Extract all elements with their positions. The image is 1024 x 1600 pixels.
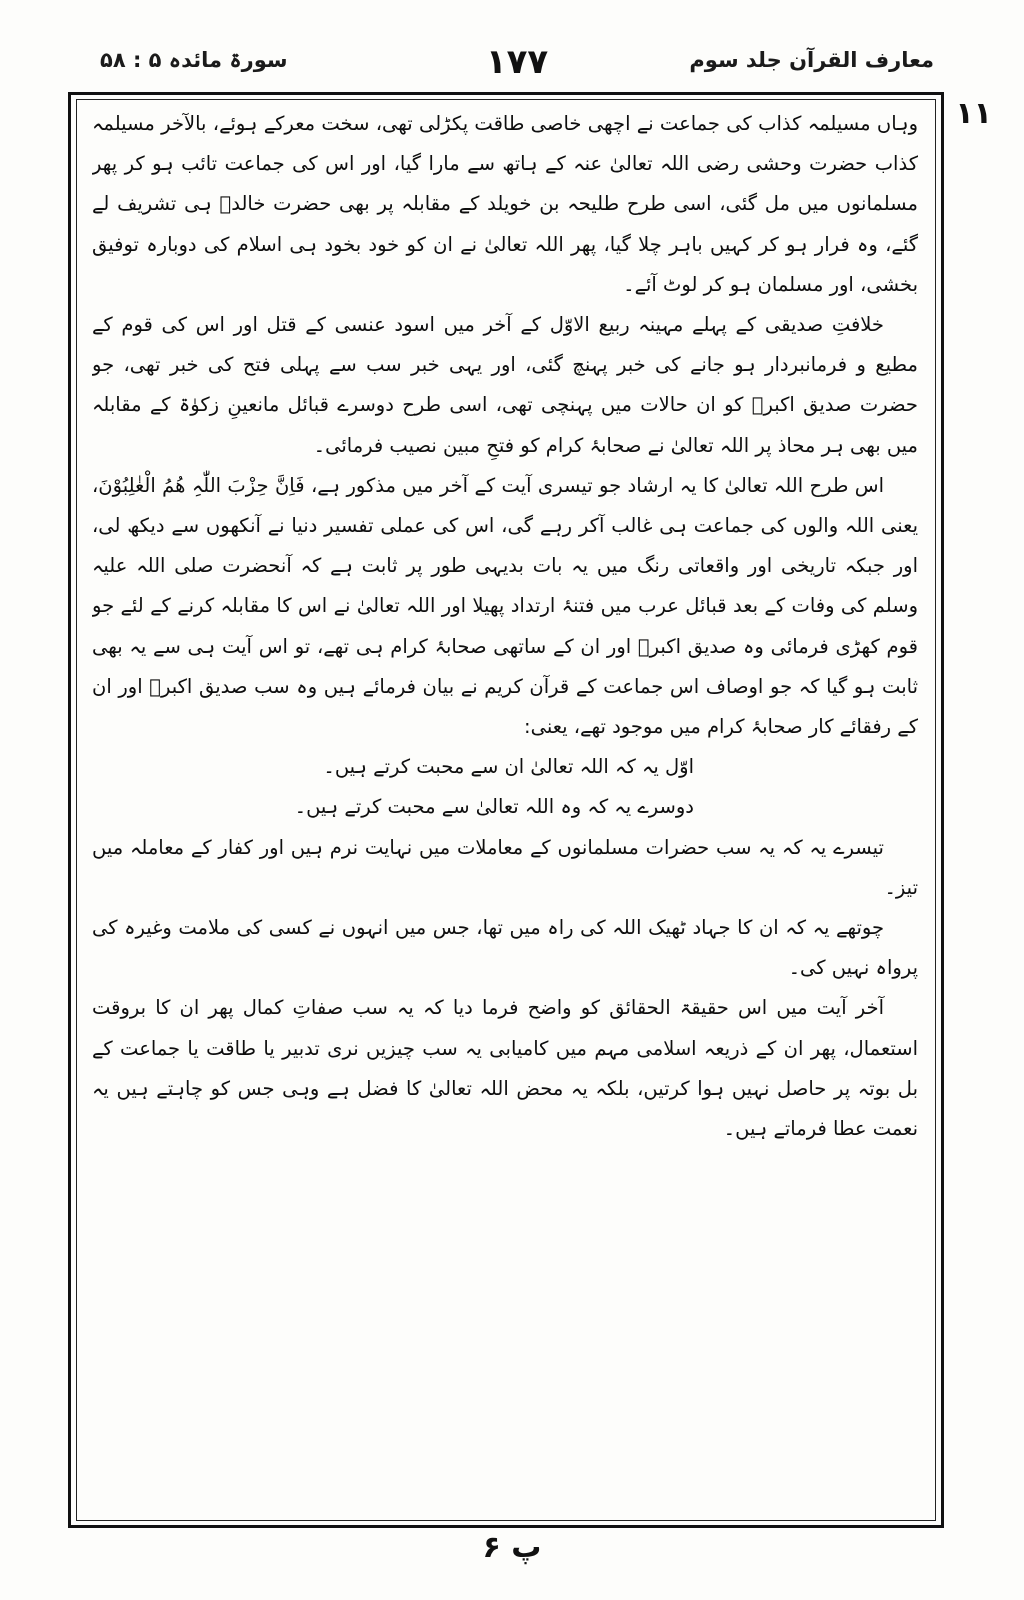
- list-item: اوّل یہ کہ اللہ تعالیٰ ان سے محبت کرتے ہیں۔: [323, 755, 694, 779]
- body-text: [92, 104, 918, 1484]
- margin-number: ۱۱: [955, 96, 992, 131]
- list-item: چوتھے یہ کہ ان کا جہاد ٹھیک اللہ کی راہ میں تھا، جس میں انہوں نے کسی کی ملامت وغیرہ کی پرواہ نہیں کی۔: [92, 916, 918, 980]
- surah-reference: سورۃ مائدہ ۵ : ۵۸: [100, 48, 288, 72]
- paragraph: آخر آیت میں اس حقیقۃ الحقائق کو واضح فرما دیا کہ یہ سب صفاتِ کمال پھر ان کا بروقت استعمال، پھر ان کے ذریعہ اسلامی مہم میں کامیابی یہ سب چیزیں نری تدبیر یا طاقت یا جماعت کے بل بوتہ پر حاصل نہیں ہوا کرتیں، بلکہ یہ محض اللہ تعالیٰ کا فضل ہے وہی جس کو چاہتے ہیں یہ نعمت عطا فرماتے ہیں۔: [92, 996, 918, 1141]
- page-number: ۱۷۷: [485, 42, 549, 82]
- paragraph: خلافتِ صدیقی کے پہلے مہینہ ربیع الاوّل کے آخر میں اسود عنسی کے قتل اور اس کی قوم کے مطیع و فرمانبردار ہو جانے کی خبر پہنچ گئی، اور یہی خبر سب سے پہلی فتح کی خبر تھی، جو حضرت صدیق اکبرؓ کو ان حالات میں پہنچی تھی، اسی طرح دوسرے قبائل مانعینِ زکوٰۃ کے مقابلہ میں بھی ہر محاذ پر اللہ تعالیٰ نے صحابۂ کرام کو فتحِ مبین نصیب فرمائی۔: [92, 313, 918, 457]
- paragraph: وہاں مسیلمہ کذاب کی جماعت نے اچھی خاصی طاقت پکڑلی تھی، سخت معرکے ہوئے، بالآخر مسیلمہ کذاب حضرت وحشی رضی اللہ تعالیٰ عنہ کے ہاتھ سے مارا گیا، اور اس کی جماعت تائب ہو کر پھر مسلمانوں میں مل گئی، اسی طرح طلیحہ بن خویلد کے مقابلہ پر بھی حضرت خالدؓ ہی تشریف لے گئے، وہ فرار ہو کر کہیں باہر چلا گیا، پھر اللہ تعالیٰ نے ان کو خود بخود ہی اسلام کی دوبارہ توفیق بخشی، اور مسلمان ہو کر لوٹ آئے۔: [92, 112, 918, 296]
- list-item: تیسرے یہ کہ یہ سب حضرات مسلمانوں کے معاملات میں نہایت نرم ہیں اور کفار کے معاملہ میں تیز۔: [92, 835, 918, 899]
- paragraph: اس طرح اللہ تعالیٰ کا یہ ارشاد جو تیسری آیت کے آخر میں مذکور ہے، فَاِنَّ حِزْبَ اللّٰہِ ھُمُ الْغٰلِبُوْنَ، یعنی اللہ والوں کی جماعت ہی غالب آکر رہے گی، اس کی عملی تفسیر دنیا نے آنکھوں سے دیکھ لی، اور جبکہ تاریخی اور واقعاتی رنگ میں یہ بات بدیہی طور پر ثابت ہے کہ آنحضرت صلی اللہ علیہ وسلم کی وفات کے بعد قبائل عرب میں فتنۂ ارتداد پھیلا اور اللہ تعالیٰ نے اس کا مقابلہ کرنے کے لئے جو قوم کھڑی فرمائی وہ صدیق اکبرؓ اور ان کے ساتھی صحابۂ کرام ہی تھے، تو اس آیت ہی سے یہ بھی ثابت ہو گیا کہ جو اوصاف اس جماعت کے قرآن کریم نے بیان فرمائے ہیں وہ سب صدیق اکبرؓ اور ان کے رفقائے کار صحابۂ کرام میں موجود تھے، یعنی:: [92, 473, 918, 739]
- list-item: دوسرے یہ کہ وہ اللہ تعالیٰ سے محبت کرتے ہیں۔: [294, 795, 694, 819]
- juz-marker: پ ۶: [482, 1530, 542, 1565]
- book-title: معارف القرآن جلد سوم: [689, 48, 934, 72]
- running-header: [100, 42, 934, 86]
